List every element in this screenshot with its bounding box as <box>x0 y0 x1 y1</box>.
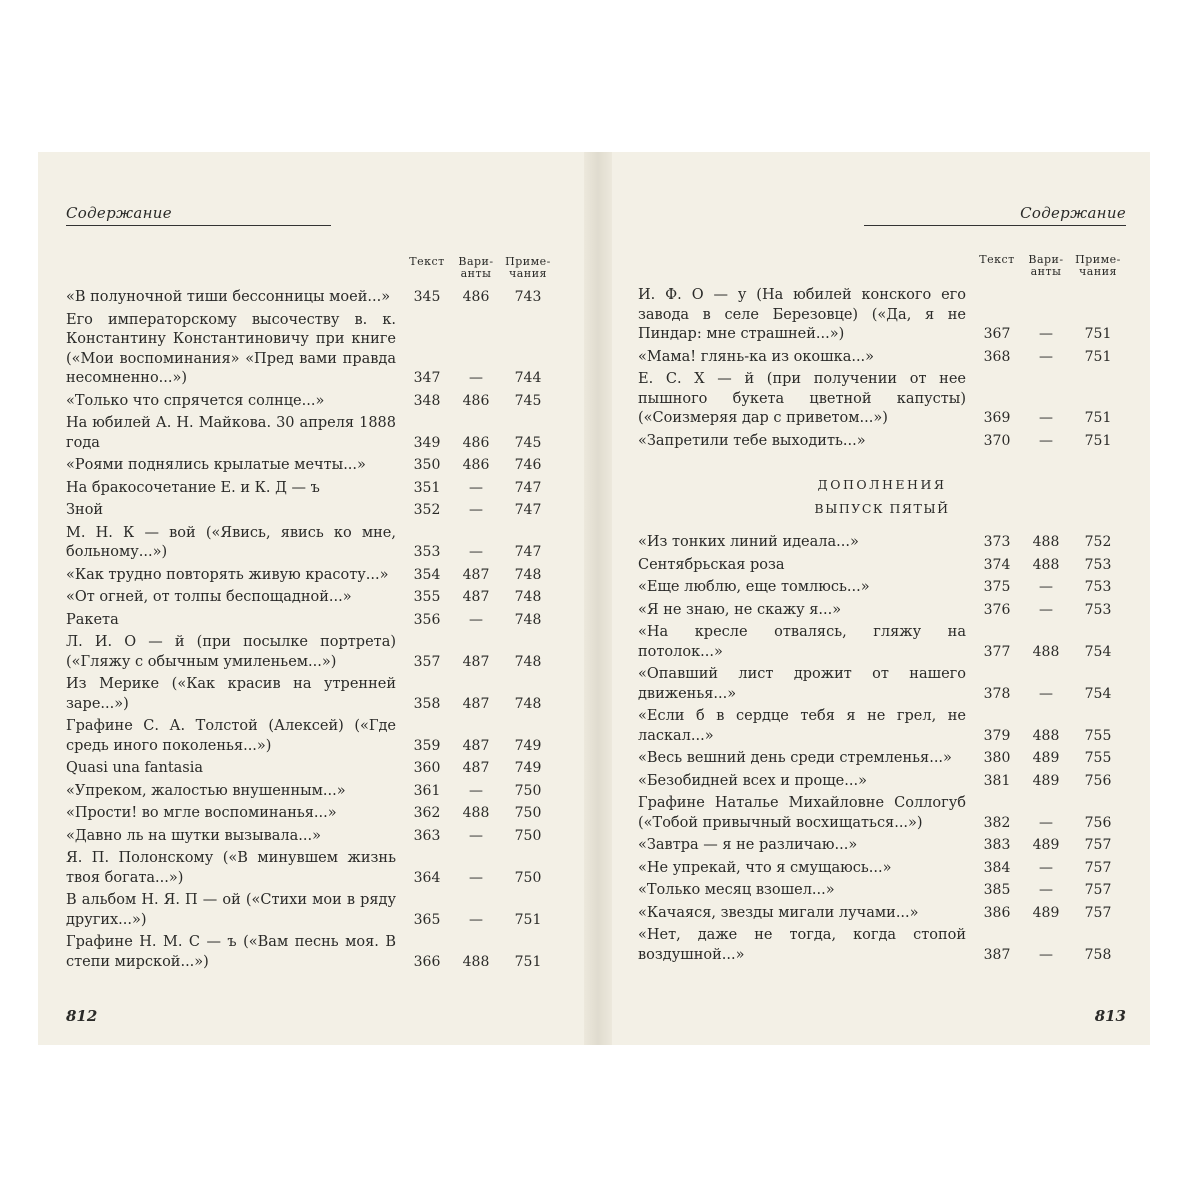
entry-variants-page: 489 <box>1032 904 1060 921</box>
toc-entry <box>638 772 1126 792</box>
toc-entry <box>66 759 556 779</box>
entry-text-page: 353 <box>413 544 441 560</box>
entry-text-page: 375 <box>983 579 1011 595</box>
toc-entry <box>638 348 1126 368</box>
entry-text-page: 358 <box>413 695 441 712</box>
entry-notes-page: 757 <box>1084 859 1112 876</box>
entry-notes-page: 755 <box>1084 750 1112 766</box>
entry-text-page: 345 <box>413 289 441 305</box>
entry-text-page: 377 <box>983 643 1011 660</box>
entry-title: И. Ф. О — у (На юбилей конского его завода в селе Березовце) («Да, я не Пиндар: мне страшней...») <box>638 287 966 342</box>
entry-title: На юбилей А. Н. Майкова. 30 апреля 1888 года <box>66 415 396 451</box>
entry-title: М. Н. К — вой («Явись, явись ко мне, больному...») <box>66 524 396 560</box>
toc-entry <box>638 286 1126 345</box>
entry-variants-page: 488 <box>1032 556 1060 573</box>
entry-notes-page: 758 <box>1084 946 1112 963</box>
entry-notes-page: 743 <box>514 289 542 305</box>
entry-title: «Опавший лист дрожит от нашего движенья...» <box>638 666 966 702</box>
toc-entry <box>638 859 1126 879</box>
entry-notes-page: 744 <box>514 370 542 386</box>
toc-entry <box>638 370 1126 429</box>
entry-notes-page: 751 <box>514 911 542 928</box>
entry-title: «Только месяц взошел...» <box>638 882 835 898</box>
entry-variants-page: 486 <box>462 392 490 409</box>
entry-variants-page: 489 <box>1032 750 1060 766</box>
entry-variants-page: 488 <box>1032 643 1060 660</box>
header-rule <box>864 225 1126 226</box>
entry-text-page: 383 <box>983 837 1011 853</box>
entry-title: Л. И. О — й (при посылке портрета) («Гляжу с обычным умиленьем...») <box>66 634 396 670</box>
toc-entry <box>66 288 556 308</box>
entry-notes-page: 753 <box>1084 601 1112 618</box>
entry-variants-page: — <box>1039 326 1053 342</box>
entry-text-page: 370 <box>983 432 1011 449</box>
entry-notes-page: 757 <box>1084 904 1112 921</box>
entry-title: Сентябрьская роза <box>638 556 785 573</box>
entry-title: «Не упрекай, что я смущаюсь...» <box>638 859 892 876</box>
toc-entry <box>66 456 556 476</box>
entry-variants-page: — <box>469 827 483 844</box>
toc-entry <box>638 623 1126 662</box>
toc-entry <box>66 479 556 499</box>
entry-text-page: 381 <box>983 772 1011 789</box>
entry-text-page: 348 <box>413 392 441 409</box>
entry-variants-page: 487 <box>462 695 490 712</box>
entry-title: «Еще люблю, еще томлюсь...» <box>638 579 870 595</box>
entry-notes-page: 748 <box>514 611 542 628</box>
entry-notes-page: 756 <box>1084 772 1112 789</box>
entry-text-page: 362 <box>413 805 441 821</box>
toc-entry <box>66 717 556 756</box>
entry-text-page: 363 <box>413 827 441 844</box>
entry-text-page: 367 <box>983 326 1011 342</box>
header-rule <box>66 225 331 226</box>
entry-variants-page: — <box>1039 601 1053 618</box>
entry-notes-page: 746 <box>514 457 542 473</box>
col-header-variants: Вари-анты <box>458 255 494 280</box>
entry-text-page: 351 <box>413 479 441 496</box>
toc-entry <box>66 588 556 608</box>
entry-text-page: 361 <box>413 782 441 799</box>
entry-notes-page: 751 <box>1084 410 1112 426</box>
entry-text-page: 366 <box>413 953 441 970</box>
toc-entry <box>66 933 556 972</box>
column-headers <box>638 254 1126 278</box>
entry-text-page: 386 <box>983 904 1011 921</box>
entry-variants-page: — <box>469 479 483 496</box>
entry-title: «На кресле отвалясь, гляжу на потолок...» <box>638 624 966 660</box>
entry-notes-page: 749 <box>514 760 542 776</box>
entry-notes-page: 751 <box>514 953 542 970</box>
entry-text-page: 379 <box>983 727 1011 744</box>
entry-notes-page: 750 <box>514 827 542 844</box>
col-header-notes: Приме-чания <box>1075 253 1121 278</box>
entry-variants-page: — <box>469 869 483 886</box>
toc-entry <box>66 633 556 672</box>
entry-variants-page: — <box>469 370 483 386</box>
toc-entry <box>638 578 1126 598</box>
entry-title: «Завтра — я не различаю...» <box>638 837 858 853</box>
toc-entry <box>66 414 556 453</box>
toc-entry <box>638 665 1126 704</box>
entry-title: «Роями поднялись крылатые мечты...» <box>66 457 366 473</box>
entry-variants-page: 487 <box>462 737 490 754</box>
entry-text-page: 373 <box>983 534 1011 550</box>
col-header-notes: Приме-чания <box>505 255 551 280</box>
toc-list <box>66 288 556 972</box>
entry-notes-page: 748 <box>514 653 542 670</box>
entry-text-page: 376 <box>983 601 1011 618</box>
entry-notes-page: 757 <box>1084 837 1112 853</box>
entry-variants-page: — <box>469 611 483 628</box>
entry-title: Его императорскому высочеству в. к. Константину Константиновичу при книге («Мои воспоминания» «Пред вами правда несомненно...») <box>66 311 396 386</box>
entry-text-page: 387 <box>983 946 1011 963</box>
entry-variants-page: — <box>1039 685 1053 702</box>
entry-notes-page: 748 <box>514 566 542 583</box>
entry-title: Графине С. А. Толстой (Алексей) («Где средь иного поколенья...») <box>66 718 396 754</box>
running-head: Содержание <box>66 204 172 222</box>
section-title: ДОПОЛНЕНИЯ <box>817 477 947 492</box>
toc-entry <box>66 827 556 847</box>
entry-title: На бракосочетание Е. и К. Д — ъ <box>66 479 320 496</box>
toc-entry <box>638 836 1126 856</box>
entry-title: «Мама! глянь-ка из окошка...» <box>638 348 875 365</box>
entry-text-page: 382 <box>983 814 1011 831</box>
entry-text-page: 365 <box>413 911 441 928</box>
book-gutter <box>584 152 612 1045</box>
entry-variants-page: 487 <box>462 566 490 583</box>
entry-text-page: 360 <box>413 760 441 776</box>
entry-title: «Весь вешний день среди стремленья...» <box>638 750 952 766</box>
column-headers <box>66 256 556 280</box>
entry-variants-page: 487 <box>462 589 490 605</box>
col-header-text: Текст <box>409 255 445 268</box>
entry-variants-page: — <box>469 502 483 518</box>
entry-notes-page: 755 <box>1084 727 1112 744</box>
toc-entry <box>638 601 1126 621</box>
entry-title: В альбом Н. Я. П — ой («Стихи мои в ряду других...») <box>66 892 396 928</box>
entry-notes-page: 747 <box>514 544 542 560</box>
entry-notes-page: 747 <box>514 479 542 496</box>
toc-list <box>638 286 1126 451</box>
toc-entry <box>66 849 556 888</box>
toc-entry <box>66 392 556 412</box>
entry-notes-page: 749 <box>514 737 542 754</box>
entry-variants-page: 486 <box>462 457 490 473</box>
entry-variants-page: 486 <box>462 289 490 305</box>
entry-text-page: 356 <box>413 611 441 628</box>
entry-variants-page: 487 <box>462 760 490 776</box>
entry-variants-page: — <box>1039 579 1053 595</box>
entry-text-page: 380 <box>983 750 1011 766</box>
entry-variants-page: — <box>1039 814 1053 831</box>
entry-variants-page: — <box>1039 946 1053 963</box>
entry-notes-page: 754 <box>1084 685 1112 702</box>
entry-title: Е. С. Х — й (при получении от нее пышного букета цветной капусты) («Соизмеряя дар с приветом...») <box>638 371 966 426</box>
entry-variants-page: — <box>469 782 483 799</box>
entry-text-page: 384 <box>983 859 1011 876</box>
entry-title: «Я не знаю, не скажу я...» <box>638 601 842 618</box>
entry-text-page: 385 <box>983 882 1011 898</box>
entry-title: «Прости! во мгле воспоминанья...» <box>66 805 337 821</box>
entry-title: «Давно ль на шутки вызывала...» <box>66 827 321 844</box>
entry-title: «Только что спрячется солнце...» <box>66 392 325 409</box>
toc-entry <box>66 782 556 802</box>
entry-notes-page: 752 <box>1084 534 1112 550</box>
entry-title: Графине Н. М. С — ъ («Вам песнь моя. В степи мирской...») <box>66 934 396 970</box>
entry-text-page: 374 <box>983 556 1011 573</box>
entry-title: «Из тонких линий идеала...» <box>638 534 859 550</box>
entry-notes-page: 750 <box>514 805 542 821</box>
entry-title: Ракета <box>66 611 119 628</box>
entry-title: «Запретили тебе выходить...» <box>638 432 866 449</box>
col-header-text: Текст <box>979 253 1015 266</box>
entry-variants-page: 488 <box>462 953 490 970</box>
entry-title: «В полуночной тиши бессонницы моей...» <box>66 289 391 305</box>
entry-notes-page: 753 <box>1084 579 1112 595</box>
entry-notes-page: 750 <box>514 869 542 886</box>
toc-entry <box>66 501 556 521</box>
entry-text-page: 368 <box>983 348 1011 365</box>
entry-text-page: 354 <box>413 566 441 583</box>
toc-entry <box>66 611 556 631</box>
toc-entry <box>638 881 1126 901</box>
entry-title: Из Мерике («Как красив на утренней заре...») <box>66 676 396 712</box>
entry-notes-page: 745 <box>514 392 542 409</box>
entry-title: «Как трудно повторять живую красоту...» <box>66 566 389 583</box>
toc-entry <box>638 904 1126 924</box>
entry-notes-page: 751 <box>1084 326 1112 342</box>
right-page <box>612 152 1150 1045</box>
entry-text-page: 352 <box>413 502 441 518</box>
entry-text-page: 349 <box>413 434 441 451</box>
entry-notes-page: 757 <box>1084 882 1112 898</box>
entry-text-page: 364 <box>413 869 441 886</box>
entry-notes-page: 753 <box>1084 556 1112 573</box>
col-header-variants: Вари-анты <box>1028 253 1064 278</box>
entry-variants-page: 488 <box>1032 727 1060 744</box>
entry-notes-page: 756 <box>1084 814 1112 831</box>
toc-entry <box>638 926 1126 965</box>
entry-title: «Упреком, жалостью внушенным...» <box>66 782 346 799</box>
entry-variants-page: 487 <box>462 653 490 670</box>
entry-title: Зной <box>66 502 104 518</box>
toc-entry <box>66 524 556 563</box>
toc-entry <box>638 794 1126 833</box>
entry-variants-page: — <box>469 544 483 560</box>
entry-notes-page: 754 <box>1084 643 1112 660</box>
toc-entry <box>66 566 556 586</box>
entry-variants-page: — <box>469 911 483 928</box>
entry-title: «Безобидней всех и проще...» <box>638 772 867 789</box>
entry-variants-page: — <box>1039 348 1053 365</box>
entry-text-page: 359 <box>413 737 441 754</box>
entry-variants-page: 489 <box>1032 772 1060 789</box>
entry-title: Графине Наталье Михайловне Соллогуб («Тобой привычный восхищаться...») <box>638 795 966 831</box>
entry-title: «Нет, даже не тогда, когда стопой воздушной...» <box>638 927 966 963</box>
entry-notes-page: 748 <box>514 589 542 605</box>
entry-variants-page: 488 <box>1032 534 1060 550</box>
entry-notes-page: 751 <box>1084 432 1112 449</box>
running-head: Содержание <box>1020 204 1126 222</box>
left-page <box>38 152 584 1045</box>
toc-entry <box>638 556 1126 576</box>
entry-title: Quasi una fantasia <box>66 760 204 776</box>
entry-notes-page: 745 <box>514 434 542 451</box>
toc-entry <box>638 707 1126 746</box>
entry-title: Я. П. Полонскому («В минувшем жизнь твоя богата...») <box>66 850 396 886</box>
toc-list <box>638 533 1126 965</box>
entry-title: «Качаяся, звезды мигали лучами...» <box>638 904 919 921</box>
toc-entry <box>638 533 1126 553</box>
page-number: 813 <box>1094 1007 1126 1025</box>
entry-notes-page: 747 <box>514 502 542 518</box>
entry-variants-page: 489 <box>1032 837 1060 853</box>
entry-notes-page: 748 <box>514 695 542 712</box>
toc-entry <box>66 804 556 824</box>
toc-entry <box>66 891 556 930</box>
entry-variants-page: — <box>1039 859 1053 876</box>
entry-variants-page: — <box>1039 882 1053 898</box>
section-subtitle: ВЫПУСК ПЯТЫЙ <box>814 501 950 516</box>
toc-entry <box>638 432 1126 452</box>
entry-title: «От огней, от толпы беспощадной...» <box>66 589 352 605</box>
entry-variants-page: — <box>1039 432 1053 449</box>
page-number: 812 <box>66 1007 98 1025</box>
entry-variants-page: — <box>1039 410 1053 426</box>
entry-variants-page: 486 <box>462 434 490 451</box>
toc-entry <box>638 749 1126 769</box>
entry-text-page: 355 <box>413 589 441 605</box>
toc-entry <box>66 311 556 389</box>
entry-notes-page: 751 <box>1084 348 1112 365</box>
entry-text-page: 357 <box>413 653 441 670</box>
entry-title: «Если б в сердце тебя я не грел, не ласкал...» <box>638 708 966 744</box>
entry-text-page: 378 <box>983 685 1011 702</box>
toc-entry <box>66 675 556 714</box>
entry-notes-page: 750 <box>514 782 542 799</box>
entry-text-page: 347 <box>413 370 441 386</box>
entry-variants-page: 488 <box>462 805 490 821</box>
entry-text-page: 369 <box>983 410 1011 426</box>
entry-text-page: 350 <box>413 457 441 473</box>
